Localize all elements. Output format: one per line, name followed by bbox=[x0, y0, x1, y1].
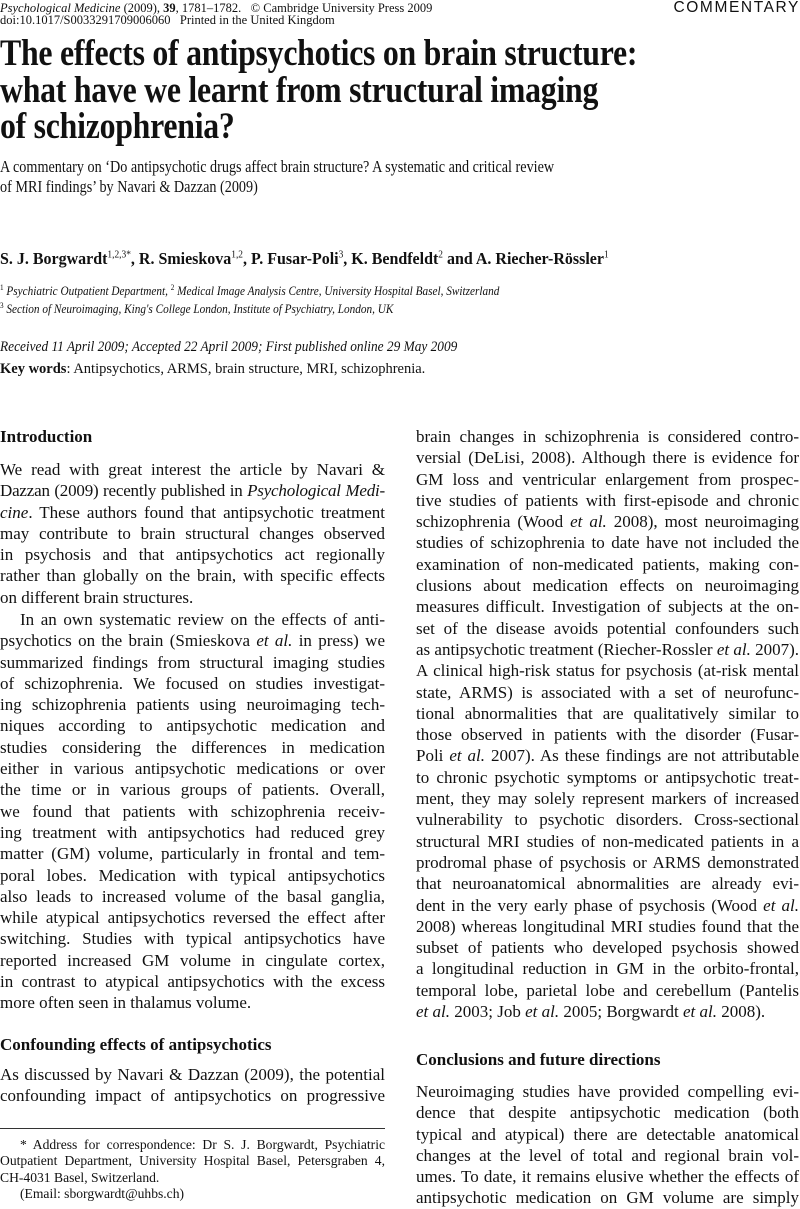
text-line bbox=[416, 895, 799, 916]
text-line bbox=[416, 831, 799, 852]
author-name: S. J. Borgwardt bbox=[0, 249, 108, 268]
section-heading-conclusions: Conclusions and future directions bbox=[416, 1050, 661, 1069]
author-name: A. Riecher-Rössler bbox=[475, 249, 604, 268]
text-run: 2007). As these findings are not attributable bbox=[485, 746, 799, 766]
text-run: studies of schizophrenia to date have not included the bbox=[416, 533, 799, 553]
italic-text: et al. bbox=[763, 895, 799, 915]
text-line bbox=[416, 682, 799, 703]
affil-text: Psychiatric Outpatient Department, bbox=[3, 284, 171, 299]
text-run: ment, they may solely represent markers of increased bbox=[416, 789, 799, 809]
received-dates: Received 11 April 2009; Accepted 22 April 2009; First published online 29 May 2009 bbox=[0, 339, 458, 355]
text-line bbox=[416, 532, 799, 553]
text-line bbox=[416, 1001, 799, 1022]
text-run: while atypical antipsychotics reversed the effect after bbox=[0, 908, 385, 928]
text-run: Dazzan (2009) recently published in bbox=[0, 481, 248, 501]
text-run: tive studies of patients with first-episode and chronic bbox=[416, 490, 799, 510]
text-run: prodromal phase of psychosis or ARMS demonstrated bbox=[416, 852, 799, 872]
text-run: versial (DeLisi, 2008). Although there is evidence for bbox=[416, 448, 799, 468]
text-line bbox=[416, 937, 799, 958]
article-title bbox=[0, 33, 638, 147]
keywords-text: : Antipsychotics, ARMS, brain structure, MRI, schizophrenia. bbox=[66, 361, 426, 377]
text-run: more often seen in thalamus volume. bbox=[0, 993, 252, 1013]
text-run: studies considering the differences in medication bbox=[0, 737, 385, 757]
text-line bbox=[416, 724, 799, 745]
text-run: 2003; Job bbox=[450, 1002, 526, 1022]
paragraph bbox=[0, 1064, 385, 1107]
section-heading-confounding: Confounding effects of antipsychotics bbox=[0, 1035, 272, 1054]
text-run: . These authors found that antipsychotic treatment bbox=[28, 502, 385, 522]
text-line bbox=[0, 758, 385, 779]
text-line bbox=[0, 865, 385, 886]
text-line bbox=[416, 1145, 799, 1166]
italic-text: et al. bbox=[256, 631, 293, 651]
text-line bbox=[416, 1187, 799, 1208]
text-line bbox=[0, 630, 385, 651]
text-run: subset of patients who developed psychosis showed bbox=[416, 938, 799, 958]
text-run: psychotics on the brain (Smieskova bbox=[0, 631, 257, 651]
text-line bbox=[416, 1081, 799, 1102]
text-line bbox=[0, 843, 385, 864]
text-run: on different brain structures. bbox=[0, 587, 194, 607]
italic-text: et al. bbox=[449, 746, 486, 766]
author-sep: and bbox=[442, 249, 476, 268]
italic-text: et al. bbox=[682, 1002, 717, 1022]
text-line bbox=[416, 809, 799, 830]
text-run: brain changes in schizophrenia is considered contro- bbox=[416, 427, 799, 446]
text-run: 2008). bbox=[716, 1002, 766, 1022]
text-run: As discussed by Navari & Dazzan (2009), the potential bbox=[0, 1065, 385, 1084]
text-run: to chronic psychotic symptoms or antipsychotic treat- bbox=[416, 767, 799, 787]
text-line bbox=[416, 618, 799, 639]
text-line bbox=[416, 596, 799, 617]
text-run: poral lobes. Medication with typical antipsychotics bbox=[0, 865, 385, 885]
paragraph bbox=[416, 1081, 799, 1209]
text-line bbox=[416, 511, 799, 532]
text-run: a longitudinal reduction in GM in the orbito-frontal, bbox=[416, 959, 799, 979]
text-run: that neuroanatomical abnormalities are already evi- bbox=[416, 874, 799, 894]
footnote-line: CH-4031 Basel, Switzerland. bbox=[0, 1169, 160, 1185]
text-run: also leads to increased volume of the basal ganglia, bbox=[0, 886, 385, 906]
text-line bbox=[0, 523, 385, 544]
text-line bbox=[416, 426, 799, 447]
affil-number: 1 bbox=[0, 283, 4, 292]
text-run: may contribute to brain structural changes observed bbox=[0, 523, 385, 543]
text-run: rather than globally on the brain, with specific effects bbox=[0, 566, 385, 586]
italic-text: Psychological Medi- bbox=[247, 481, 385, 501]
text-line bbox=[0, 822, 385, 843]
italic-text: et al. bbox=[570, 512, 607, 532]
text-run: of schizophrenia. We focused on studies investigat- bbox=[0, 673, 385, 693]
author-name: K. Bendfeldt bbox=[351, 249, 439, 268]
footnote-divider bbox=[0, 1128, 385, 1129]
text-run: either in various antipsychotic medications or over bbox=[0, 759, 385, 779]
text-run: typical and atypical) there are detectable anatomical bbox=[416, 1124, 799, 1144]
paragraph bbox=[0, 609, 385, 1014]
title-line: what have we learnt from structural imaging bbox=[0, 69, 599, 111]
affil-text: Medical Image Analysis Centre, University Hospital Basel, Switzerland bbox=[174, 284, 500, 299]
text-run: A clinical high-risk status for psychosis (at-risk mental bbox=[416, 661, 799, 681]
affil-number: 2 bbox=[170, 283, 175, 292]
text-line bbox=[416, 916, 799, 937]
text-run: 2005; Borgwardt bbox=[559, 1002, 683, 1022]
text-run: those observed in patients with the disorder (Fusar- bbox=[416, 725, 799, 745]
text-line bbox=[416, 660, 799, 681]
text-run: in contrast to atypical antipsychotics with the excess bbox=[0, 972, 385, 992]
text-line bbox=[416, 873, 799, 894]
text-line bbox=[416, 639, 799, 660]
author-affil: 3 bbox=[338, 249, 344, 261]
affil-text: Section of Neuroimaging, King's College London, Institute of Psychiatry, London, UK bbox=[3, 302, 394, 317]
text-run: 2007). bbox=[750, 639, 800, 659]
text-run: In an own systematic review on the effects of anti- bbox=[20, 610, 385, 629]
text-run: the time or in various groups of patients. Overall, bbox=[0, 780, 385, 800]
text-run: Neuroimaging studies have provided compelling evi- bbox=[416, 1082, 799, 1101]
text-run: measures difficult. Investigation of subjects at the on- bbox=[416, 597, 799, 617]
author-affil: 1 bbox=[603, 249, 609, 261]
text-line bbox=[0, 565, 385, 586]
text-run: antipsychotic medication on GM volume are simply bbox=[416, 1188, 799, 1208]
affil-number: 3 bbox=[0, 301, 4, 310]
text-line bbox=[416, 575, 799, 596]
author-affil: 1,2,3* bbox=[107, 249, 131, 261]
text-line bbox=[416, 980, 799, 1001]
text-line bbox=[0, 459, 385, 480]
pages-copyright: , 1781–1782. © Cambridge University Press 2009 bbox=[175, 1, 433, 15]
text-run: summarized findings from structural imaging studies bbox=[0, 652, 385, 672]
text-line bbox=[416, 1124, 799, 1145]
text-line bbox=[416, 1102, 799, 1123]
text-line bbox=[0, 715, 385, 736]
text-run: clusions about medication effects on neuroimaging bbox=[416, 576, 799, 596]
author-sep: , bbox=[130, 249, 139, 268]
text-run: GM loss and ventricular enlargement from prospec- bbox=[416, 469, 799, 489]
text-line bbox=[416, 447, 799, 468]
subtitle-line: A commentary on ‘Do antipsychotic drugs affect brain structure? A systematic and critical review bbox=[0, 157, 555, 176]
text-run: set of the disease avoids potential confounders such bbox=[416, 618, 799, 638]
keywords bbox=[0, 361, 425, 378]
text-run: We read with great interest the article by Navari & bbox=[0, 460, 385, 479]
text-run: examination of non-medicated patients, making con- bbox=[416, 554, 799, 574]
keywords-label: Key words bbox=[0, 361, 67, 377]
affiliation-line bbox=[0, 301, 393, 317]
text-run: vulnerability to psychotic disorders. Cross-sectional bbox=[416, 810, 799, 830]
text-run: tional abnormalities that are qualitatively similar to bbox=[416, 703, 799, 723]
paragraph bbox=[416, 426, 799, 1022]
text-run: as antipsychotic treatment (Riecher-Rossler bbox=[416, 639, 717, 659]
text-line bbox=[416, 767, 799, 788]
author-sep: , bbox=[343, 249, 352, 268]
text-line bbox=[416, 469, 799, 490]
text-line bbox=[0, 673, 385, 694]
text-run: dent in the very early phase of psychosis (Wood bbox=[416, 895, 764, 915]
text-run: confounding impact of antipsychotics on progressive bbox=[0, 1086, 385, 1106]
text-line bbox=[0, 801, 385, 822]
citation-year: (2009), bbox=[120, 1, 164, 15]
author-list bbox=[0, 249, 609, 269]
text-line bbox=[0, 886, 385, 907]
author-affil: 2 bbox=[438, 249, 443, 261]
text-run: niques according to antipsychotic medication and bbox=[0, 716, 385, 736]
text-line bbox=[0, 1064, 385, 1085]
text-run: we found that patients with schizophrenia receiv- bbox=[0, 801, 385, 821]
text-line bbox=[416, 490, 799, 511]
text-run: 2008) whereas longitudinal MRI studies found that the bbox=[416, 916, 799, 936]
text-line bbox=[0, 950, 385, 971]
text-line bbox=[0, 992, 385, 1013]
paragraph bbox=[0, 459, 385, 608]
text-line bbox=[0, 907, 385, 928]
text-run: Poli bbox=[416, 746, 450, 766]
text-run: temporal lobe, parietal lobe and cerebellum (Pantelis bbox=[416, 980, 799, 1000]
section-label: COMMENTARY bbox=[673, 0, 800, 16]
text-line bbox=[0, 502, 385, 523]
text-line bbox=[0, 737, 385, 758]
journal-name: Psychological Medicine bbox=[0, 1, 121, 15]
text-line bbox=[0, 544, 385, 565]
italic-text: cine bbox=[0, 502, 29, 522]
text-line bbox=[416, 703, 799, 724]
italic-text: et al. bbox=[416, 1002, 450, 1022]
author-name: R. Smieskova bbox=[138, 249, 232, 268]
text-line bbox=[416, 554, 799, 575]
text-run: ing treatment with antipsychotics had reduced grey bbox=[0, 822, 385, 842]
title-line: The effects of antipsychotics on brain structure: bbox=[0, 33, 638, 74]
text-run: reported increased GM volume in cingulate cortex, bbox=[0, 950, 385, 970]
text-line bbox=[0, 480, 385, 501]
text-run: schizophrenia (Wood bbox=[416, 512, 571, 532]
affiliation-line bbox=[0, 283, 499, 299]
author-affil: 1,2 bbox=[231, 249, 244, 261]
doi-line: doi:10.1017/S0033291709006060 Printed in the United Kingdom bbox=[0, 13, 335, 27]
text-run: umes. To date, it remains elusive whether the effects of bbox=[416, 1167, 799, 1187]
subtitle-line: of MRI findings’ by Navari & Dazzan (2009) bbox=[0, 177, 258, 196]
text-line bbox=[0, 694, 385, 715]
text-run: 2008), most neuroimaging bbox=[606, 512, 800, 532]
italic-text: et al. bbox=[525, 1002, 560, 1022]
text-run: changes at the level of total and regional brain vol- bbox=[416, 1145, 799, 1165]
text-line bbox=[416, 958, 799, 979]
correspondence-footnote bbox=[0, 1137, 385, 1203]
text-line bbox=[0, 928, 385, 949]
volume-number: 39 bbox=[163, 1, 176, 15]
text-line bbox=[416, 852, 799, 873]
text-line bbox=[0, 609, 385, 630]
footnote-email[interactable]: (Email: sborgwardt@uhbs.ch) bbox=[20, 1186, 185, 1202]
text-line bbox=[0, 971, 385, 992]
text-line bbox=[416, 745, 799, 766]
text-line bbox=[0, 587, 385, 608]
text-run: switching. Studies with typical antipsychotics have bbox=[0, 929, 385, 949]
author-sep: , bbox=[243, 249, 251, 268]
article-subtitle bbox=[0, 157, 554, 197]
title-line: of schizophrenia? bbox=[0, 106, 235, 147]
text-run: state, ARMS) is associated with a set of neurofunc- bbox=[416, 682, 799, 702]
text-line bbox=[0, 779, 385, 800]
footnote-line: * Address for correspondence: Dr S. J. Borgwardt, Psychiatric bbox=[20, 1137, 385, 1152]
text-line bbox=[416, 788, 799, 809]
text-run: matter (GM) volume, particularly in frontal and tem- bbox=[0, 844, 385, 864]
section-heading-introduction: Introduction bbox=[0, 427, 93, 446]
text-run: dence that despite antipsychotic medication (both bbox=[416, 1103, 799, 1123]
text-run: structural MRI studies of non-medicated patients in a bbox=[416, 831, 799, 851]
text-run: in psychosis and that antipsychotics act regionally bbox=[0, 545, 385, 565]
footnote-line: Outpatient Department, University Hospital Basel, Petersgraben 4, bbox=[0, 1153, 385, 1169]
text-line bbox=[0, 652, 385, 673]
author-name: P. Fusar-Poli bbox=[250, 249, 339, 268]
text-line bbox=[0, 1085, 385, 1106]
text-line bbox=[416, 1166, 799, 1187]
italic-text: et al. bbox=[716, 639, 751, 659]
text-run: in press) we bbox=[292, 631, 385, 651]
text-run: ing schizophrenia patients using neuroimaging tech- bbox=[0, 695, 385, 715]
